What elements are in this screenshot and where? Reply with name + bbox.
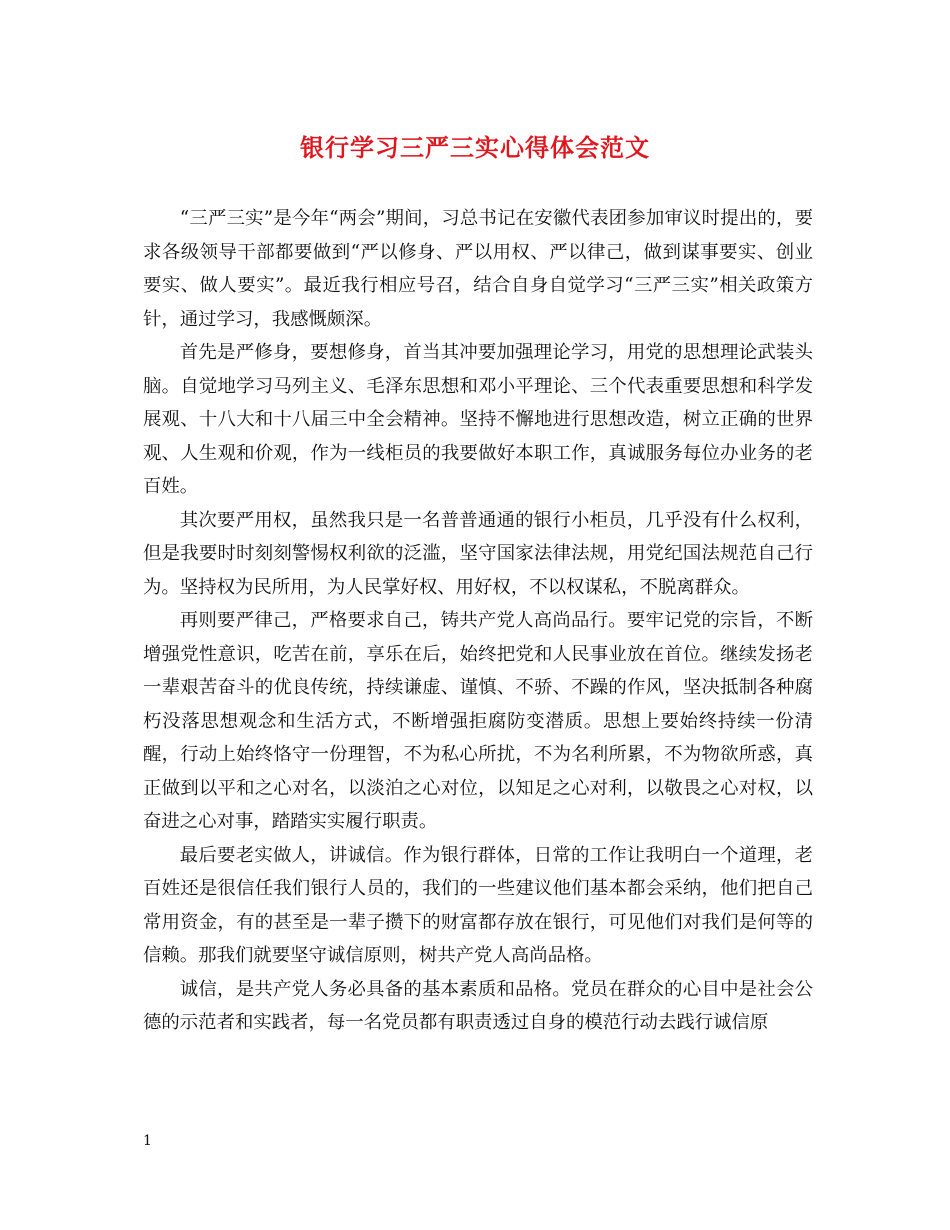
document-body bbox=[143, 202, 813, 1040]
paragraph-6: 诚信，是共产党人务必具备的基本素质和品格。党员在群众的心目中是社会公德的示范者和实践者，每一名党员都有职责透过自身的模范行动去践行诚信原 bbox=[143, 978, 813, 1033]
paragraph-5: 最后要老实做人，讲诚信。作为银行群体，日常的工作让我明白一个道理，老百姓还是很信任我们银行人员的，我们的一些建议他们基本都会采纳，他们把自己常用资金，有的甚至是一辈子攒下的财富都存放在银行，可见他们对我们是何等的信赖。那我们就要坚守诚信原则，树共产党人高尚品格。 bbox=[143, 844, 813, 966]
document-title: 银行学习三严三实心得体会范文 bbox=[300, 133, 650, 162]
page-number: 1 bbox=[143, 1133, 152, 1149]
paragraph-3: 其次要严用权，虽然我只是一名普普通通的银行小柜员，几乎没有什么权利，但是我要时时刻刻警惕权利欲的泛滥，坚守国家法律法规，用党纪国法规范自己行为。坚持权为民所用，为人民掌好权、用好权，不以权谋私，不脱离群众。 bbox=[143, 509, 813, 598]
paragraph-4: 再则要严律己，严格要求自己，铸共产党人高尚品行。要牢记党的宗旨，不断增强党性意识，吃苦在前，享乐在后，始终把党和人民事业放在首位。继续发扬老一辈艰苦奋斗的优良传统，持续谦虚、谨慎、不骄、不躁的作风，坚决抵制各种腐朽没落思想观念和生活方式，不断增强拒腐防变潜质。思想上要始终持续一份清醒，行动上始终恪守一份理智，不为私心所扰，不为名利所累，不为物欲所惑，真正做到以平和之心对名，以淡泊之心对位，以知足之心对利，以敬畏之心对权，以奋进之心对事，踏踏实实履行职责。 bbox=[143, 610, 813, 832]
paragraph-2: 首先是严修身，要想修身，首当其冲要加强理论学习，用党的思想理论武装头脑。自觉地学习马列主义、毛泽东思想和邓小平理论、三个代表重要思想和科学发展观、十八大和十八届三中全会精神。坚持不懈地进行思想改造，树立正确的世界观、人生观和价观，作为一线柜员的我要做好本职工作，真诚服务每位办业务的老百姓。 bbox=[143, 342, 813, 497]
paragraph-1: “三严三实”是今年“两会”期间，习总书记在安徽代表团参加审议时提出的，要求各级领导干部都要做到“严以修身、严以用权、严以律己，做到谋事要实、创业要实、做人要实”。最近我行相应号召，结合自身自觉学习“三严三实”相关政策方针，通过学习，我感慨颇深。 bbox=[143, 208, 813, 330]
